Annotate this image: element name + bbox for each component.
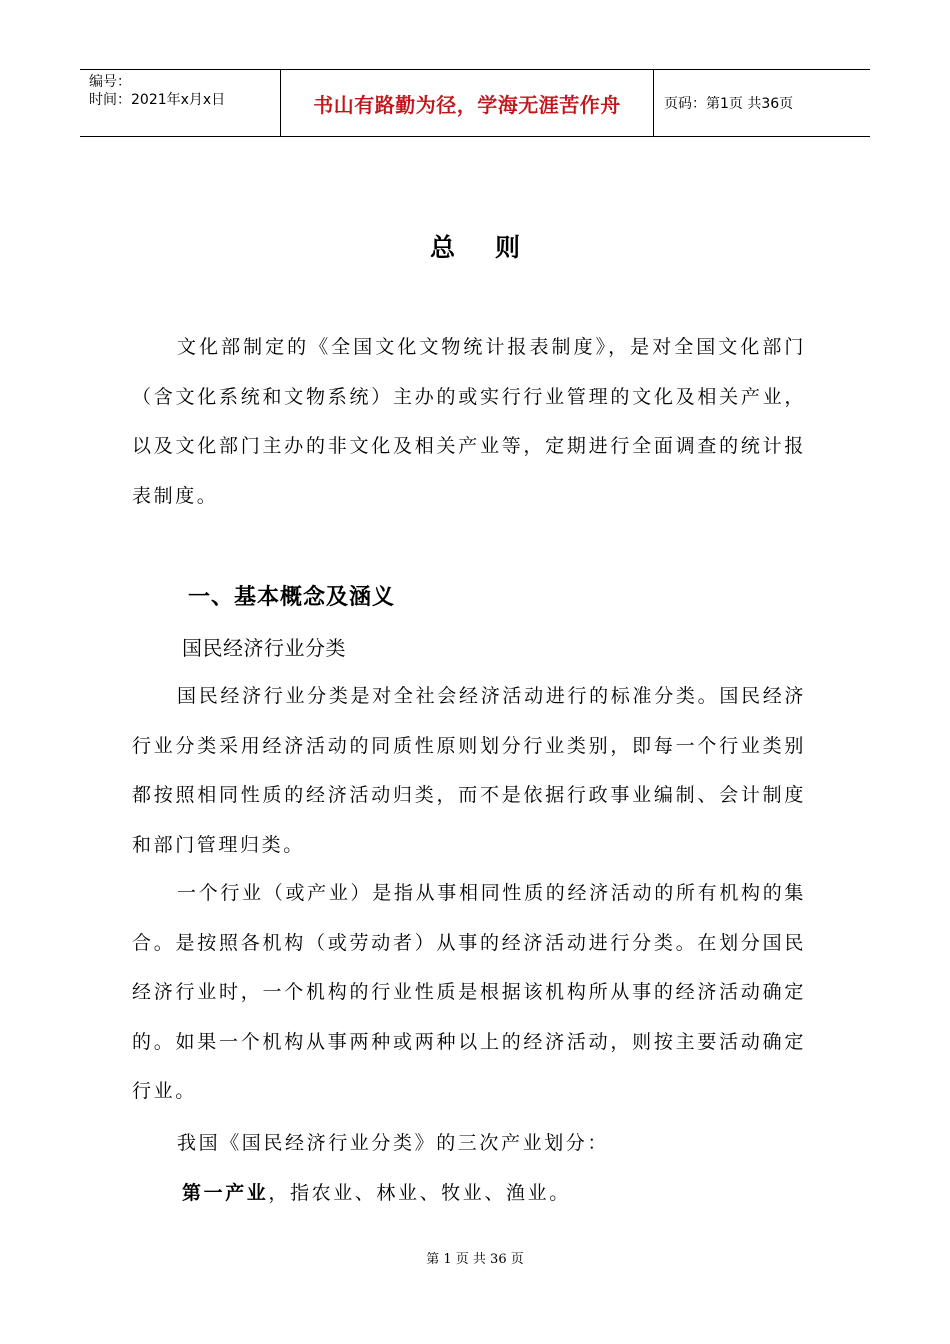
- primary-industry-description: ，指农业、林业、牧业、渔业。: [268, 1182, 571, 1204]
- body-paragraph: 我国《国民经济行业分类》的三次产业划分：: [177, 1132, 610, 1154]
- page-footer: 第 1 页 共 36 页: [426, 1252, 524, 1267]
- header-motto: 书山有路勤为径，学海无涯苦作舟: [281, 70, 654, 136]
- header-page-info: 页码：第1页 共36页: [664, 96, 794, 112]
- document-time-label: 时间：2021年x月x日: [89, 92, 226, 108]
- intro-paragraph: 文化部制定的《全国文化文物统计报表制度》，是对全国文化部门（含文化系统和文物系统）主办的或实行行业管理的文化及相关产业，以及文化部门主办的非文化及相关产业等，定期进行全面调查的统计报表制度。: [132, 336, 806, 507]
- section-subheading: 国民经济行业分类: [182, 636, 346, 660]
- document-header: [80, 69, 870, 137]
- body-paragraph: 国民经济行业分类是对全社会经济活动进行的标准分类。国民经济行业分类采用经济活动的同质性原则划分行业类别，即每一个行业类别都按照相同性质的经济活动归类，而不是依据行政事业编制、会计制度和部门管理归类。: [132, 685, 806, 856]
- primary-industry-line: [182, 1178, 571, 1205]
- header-meta: [80, 70, 281, 136]
- document-number-label: 编号：: [89, 74, 131, 90]
- section-heading: 一、基本概念及涵义: [188, 585, 396, 610]
- page-title: 总则: [429, 233, 560, 262]
- body-paragraph: 一个行业（或产业）是指从事相同性质的经济活动的所有机构的集合。是按照各机构（或劳动者）从事的经济活动进行分类。在划分国民经济行业时，一个机构的行业性质是根据该机构所从事的经济活动确定的。如果一个机构从事两种或两种以上的经济活动，则按主要活动确定行业。: [132, 882, 806, 1102]
- primary-industry-term: 第一产业: [182, 1182, 269, 1204]
